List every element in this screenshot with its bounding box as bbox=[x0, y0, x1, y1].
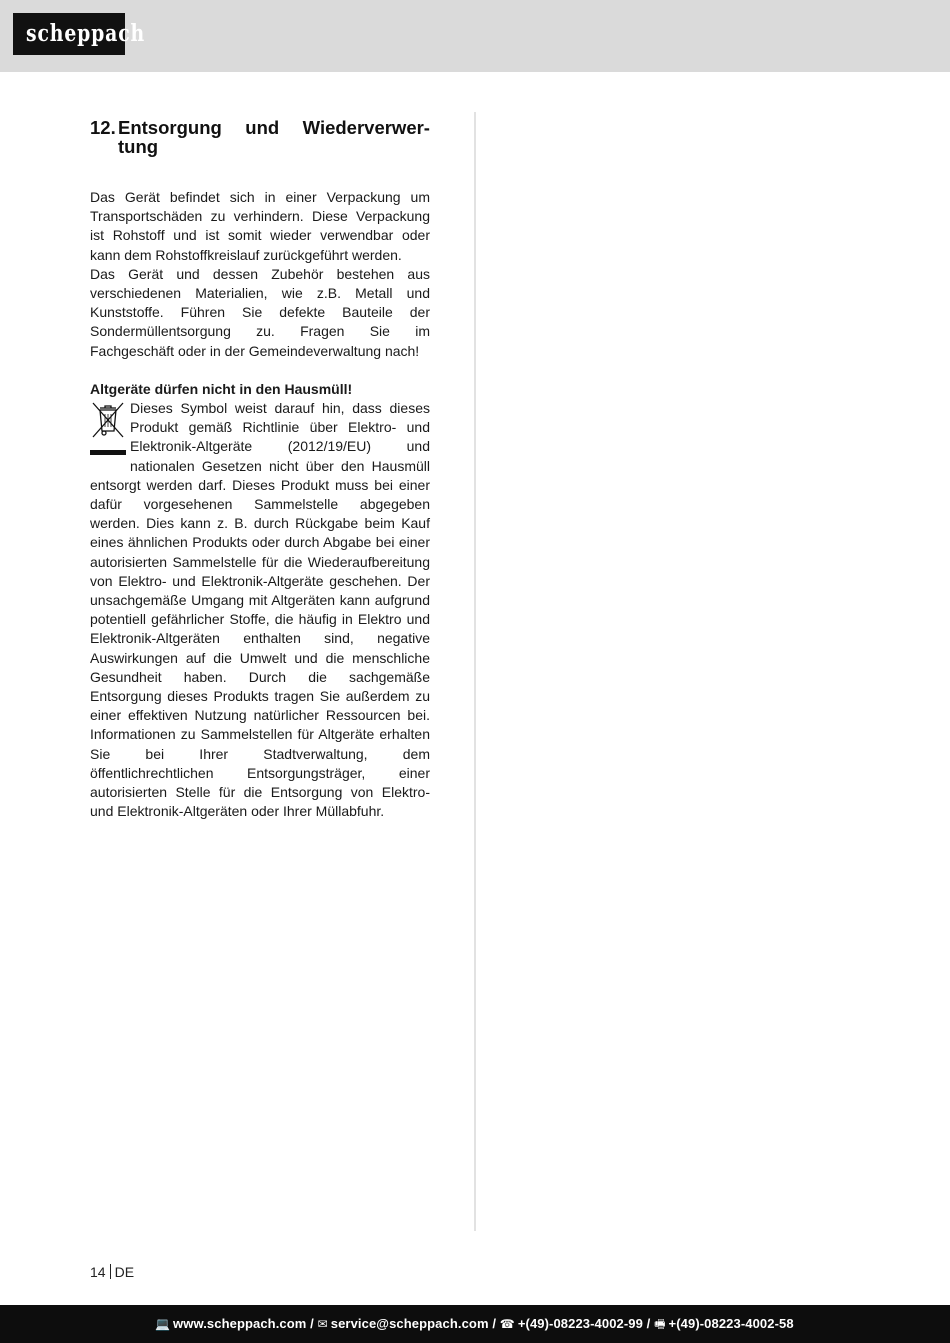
paragraph-weee: Dieses Symbol weist darauf hin, dass dieses Produkt gemäß Richtlinie über Elektro- und Elektronik-Altgeräte (2012/19/EU) und nationalen Gesetzen nicht über den Hausmüll entsorgt werden darf. Dieses Produkt muss bei einer dafür vorgesehenen Sammelstelle abgegeben werden. Dies kann z. B. durch Rückgabe beim Kauf eines ähnlichen Produkts oder durch Abgabe bei einer autorisierten Sammelstelle für die Wiederaufbereitung von Elektro- und Elektronik-Altgeräte geschehen. Der unsachgemäße Umgang mit Altgeräten kann aufgrund potentiell gefährlicher Stoffe, die häufig in Elektro und Elektronik-Altgeräten enthalten sind, negative Auswirkungen auf die Umwelt und die menschliche Gesundheit haben. Durch die sachgemäße Entsorgung dieses Produkts tragen Sie außerdem zu einer effektiven Nutzung natürlicher Ressourcen bei. Informationen zu Sammelstellen für Altgeräte erhalten Sie bei Ihrer Stadtverwaltung, dem öffentlichrechtlichen Entsorgungsträger, einer autorisierten Stelle für die Entsorgung von Elektro- und Elektronik-Altgeräten oder Ihrer Müllabfuhr. bbox=[90, 400, 430, 820]
page-number-separator bbox=[110, 1264, 111, 1279]
footer-email-link[interactable]: service@scheppach.com bbox=[330, 1316, 489, 1331]
computer-icon: 💻 bbox=[155, 1317, 171, 1331]
footer-website-link[interactable]: www.scheppach.com bbox=[173, 1316, 307, 1331]
warning-heading: Altgeräte dürfen nicht in den Hausmüll! bbox=[90, 380, 353, 397]
crossed-out-wheelie-bin-icon bbox=[90, 401, 126, 439]
page-header bbox=[0, 0, 950, 72]
footer-fax: +(49)-08223-4002-58 bbox=[668, 1316, 794, 1331]
column-divider bbox=[474, 112, 476, 1231]
page-number: 14 DE bbox=[90, 1264, 135, 1280]
scheppach-logo[interactable]: scheppach bbox=[13, 13, 125, 55]
paragraph-packaging: Das Gerät befindet sich in einer Verpackung um Transportschäden zu verhindern. Diese Verpackung ist Rohstoff und ist somit wieder verwendbar oder kann dem Rohstoffkreislauf zurückgeführt werden. bbox=[90, 189, 430, 263]
page-footer bbox=[0, 1305, 950, 1343]
section-number: 12. bbox=[90, 117, 116, 138]
section-title bbox=[90, 118, 430, 156]
weee-symbol bbox=[90, 399, 130, 475]
weee-bar bbox=[90, 450, 126, 455]
phone-icon: ☎ bbox=[499, 1317, 515, 1331]
main-content bbox=[90, 118, 430, 822]
paragraph-materials: Das Gerät und dessen Zubehör bestehen aus verschiedenen Materialien, wie z.B. Metall und Kunststoffe. Führen Sie defekte Bauteile der Sondermüllentsorgung zu. Fragen Sie im Fachgeschäft oder in der Gemeindeverwaltung nach! bbox=[90, 265, 430, 359]
footer-phone: +(49)-08223-4002-99 bbox=[517, 1316, 643, 1331]
section-title-line-2: tung bbox=[118, 136, 159, 157]
section-title-line-1: Entsorgung und Wiederverwer- bbox=[118, 117, 430, 138]
footer-contact: 💻 www.scheppach.com / ✉ service@scheppach.com / ☎ +(49)-08223-4002-99 / 🖷 +(49)-08223-4002-58 bbox=[155, 1316, 794, 1331]
email-icon: ✉ bbox=[317, 1317, 328, 1331]
fax-icon: 🖷 bbox=[654, 1317, 666, 1331]
section-title-text bbox=[118, 118, 430, 156]
